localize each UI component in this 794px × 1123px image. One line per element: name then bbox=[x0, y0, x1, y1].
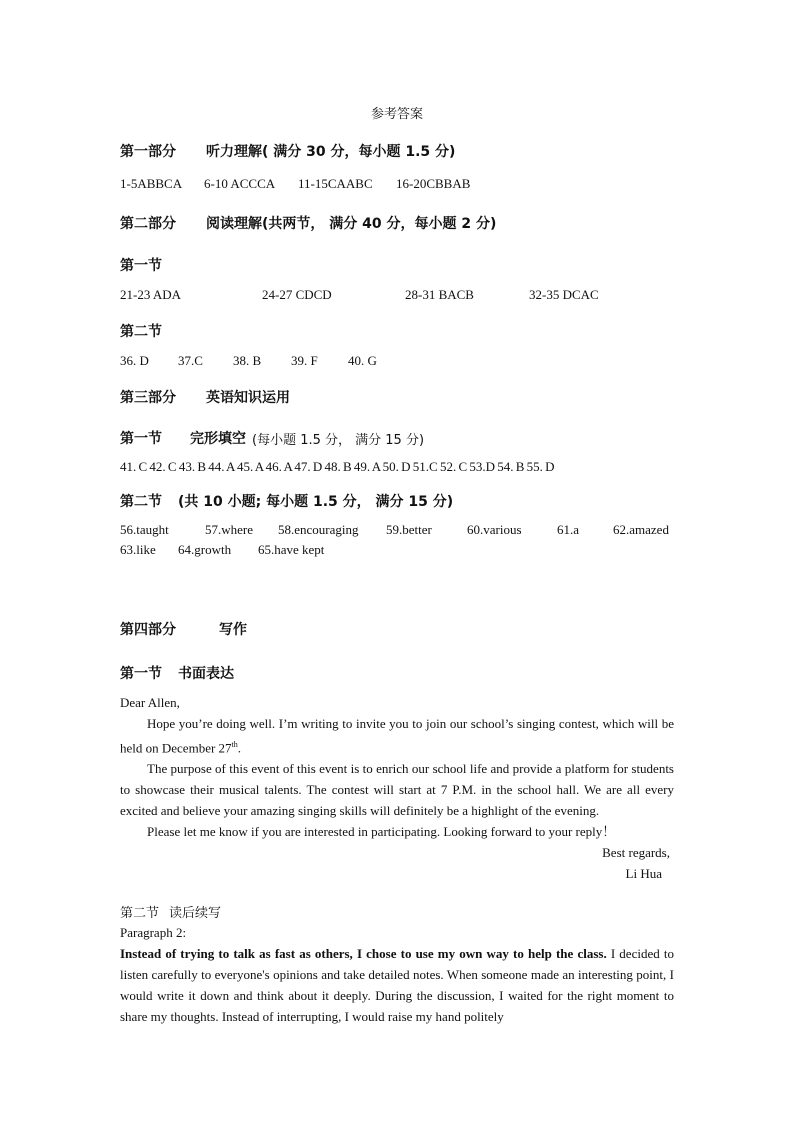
part3-section1-heading: 完形填空 bbox=[190, 431, 246, 447]
part4-heading: 写作 bbox=[219, 622, 247, 638]
paragraph-label: Paragraph 2: bbox=[120, 925, 187, 940]
answer-group: 11-15CAABC bbox=[298, 176, 373, 191]
answer-group: 28-31 BACB bbox=[405, 287, 474, 302]
letter-salutation: Dear Allen, bbox=[120, 695, 180, 710]
answer-group: 21-23 ADA bbox=[120, 287, 182, 302]
answer-item: 56.taught bbox=[120, 522, 169, 537]
answer-item: 40. G bbox=[348, 353, 377, 368]
answer-item: 64.growth bbox=[178, 542, 232, 557]
answer-item: 65.have kept bbox=[258, 542, 325, 557]
part3-section1-note: (每小题 1.5 分， 满分 15 分) bbox=[252, 433, 425, 448]
part3-section2-heading: (共 10 小题; 每小题 1.5 分， 满分 15 分) bbox=[178, 494, 454, 510]
letter-paragraph bbox=[120, 713, 674, 758]
answer-item: 60.various bbox=[467, 522, 522, 537]
part3-section2-label: 第二节 bbox=[120, 494, 162, 510]
letter-paragraph: Please let me know if you are interested in participating. Looking forward to your reply！ bbox=[147, 824, 616, 840]
letter-signature: Li Hua bbox=[625, 866, 662, 882]
letter-paragraph: The purpose of this event of this event is to enrich our school life and provide a platform for students to showcase their musical talents. The contest will start at 7 P.M. in the school hall. We are all every excited and believe your amazing singing skills will definitely be a highlight of the evening. bbox=[120, 761, 674, 819]
answer-group: 32-35 DCAC bbox=[529, 287, 599, 302]
letter-closing: Best regards, bbox=[602, 845, 670, 861]
part4-label: 第四部分 bbox=[120, 622, 176, 638]
answer-group: 16-20CBBAB bbox=[396, 176, 471, 191]
part3-section1-label: 第一节 bbox=[120, 431, 162, 447]
continuation-paragraph bbox=[120, 943, 674, 1027]
part2-heading: 阅读理解(共两节， 满分 40 分，每小题 2 分) bbox=[206, 216, 497, 232]
part4-section1-heading: 书面表达 bbox=[178, 666, 234, 682]
answer-group: 1-5ABBCA bbox=[120, 176, 183, 191]
answer-item: 58.encouraging bbox=[278, 522, 359, 537]
part4-section2-heading: 读后续写 bbox=[169, 906, 222, 921]
part3-section1-answers: 41. C 42. C 43. B 44. A 45. A 46. A 47. D 48. B 49. A 50. D 51.C 52. C 53.D 54. B 55. D bbox=[120, 459, 555, 474]
part2-section2-label: 第二节 bbox=[120, 324, 162, 340]
continuation-lead-sentence: Instead of trying to talk as fast as others, I chose to use my own way to help the class. bbox=[120, 946, 607, 961]
answer-item: 57.where bbox=[205, 522, 254, 537]
page-title: 参考答案 bbox=[370, 107, 423, 122]
part1-label: 第一部分 bbox=[120, 144, 176, 160]
answer-item: 63.like bbox=[120, 542, 156, 557]
part4-section1-label: 第一节 bbox=[120, 666, 162, 682]
answer-item: 61.a bbox=[557, 522, 580, 537]
part2-label: 第二部分 bbox=[120, 216, 176, 232]
ordinal-suffix: th bbox=[231, 740, 238, 749]
continuation-text: I decided to listen carefully to everyone's opinions and take detailed notes. When someone made an interesting point, I would write it down and think about it deeply. During the discussion, I waited for the right moment to share my thoughts. Instead of interrupting, I would raise my hand politely bbox=[120, 946, 674, 1024]
letter-paragraph-text: Hope you’re doing well. I’m writing to invite you to join our school’s singing contest, which will be held on December 27 bbox=[120, 716, 674, 756]
answer-item: 39. F bbox=[291, 353, 318, 368]
part2-section1-label: 第一节 bbox=[120, 258, 162, 274]
part3-heading: 英语知识运用 bbox=[206, 390, 290, 406]
answer-item: 37.C bbox=[178, 353, 203, 368]
part1-heading: 听力理解( 满分 30 分，每小题 1.5 分) bbox=[206, 144, 456, 160]
answer-item: 62.amazed bbox=[613, 522, 669, 537]
answer-group: 24-27 CDCD bbox=[262, 287, 332, 302]
answer-item: 36. D bbox=[120, 353, 149, 368]
continuation-writing bbox=[120, 922, 674, 1027]
answer-group: 6-10 ACCCA bbox=[204, 176, 276, 191]
part4-section2-label: 第二节 bbox=[120, 906, 160, 921]
letter-paragraph-end: . bbox=[237, 740, 242, 756]
answer-item: 59.better bbox=[386, 522, 432, 537]
answer-item: 38. B bbox=[233, 353, 262, 368]
part3-label: 第三部分 bbox=[120, 390, 176, 406]
writing-sample bbox=[120, 692, 674, 884]
